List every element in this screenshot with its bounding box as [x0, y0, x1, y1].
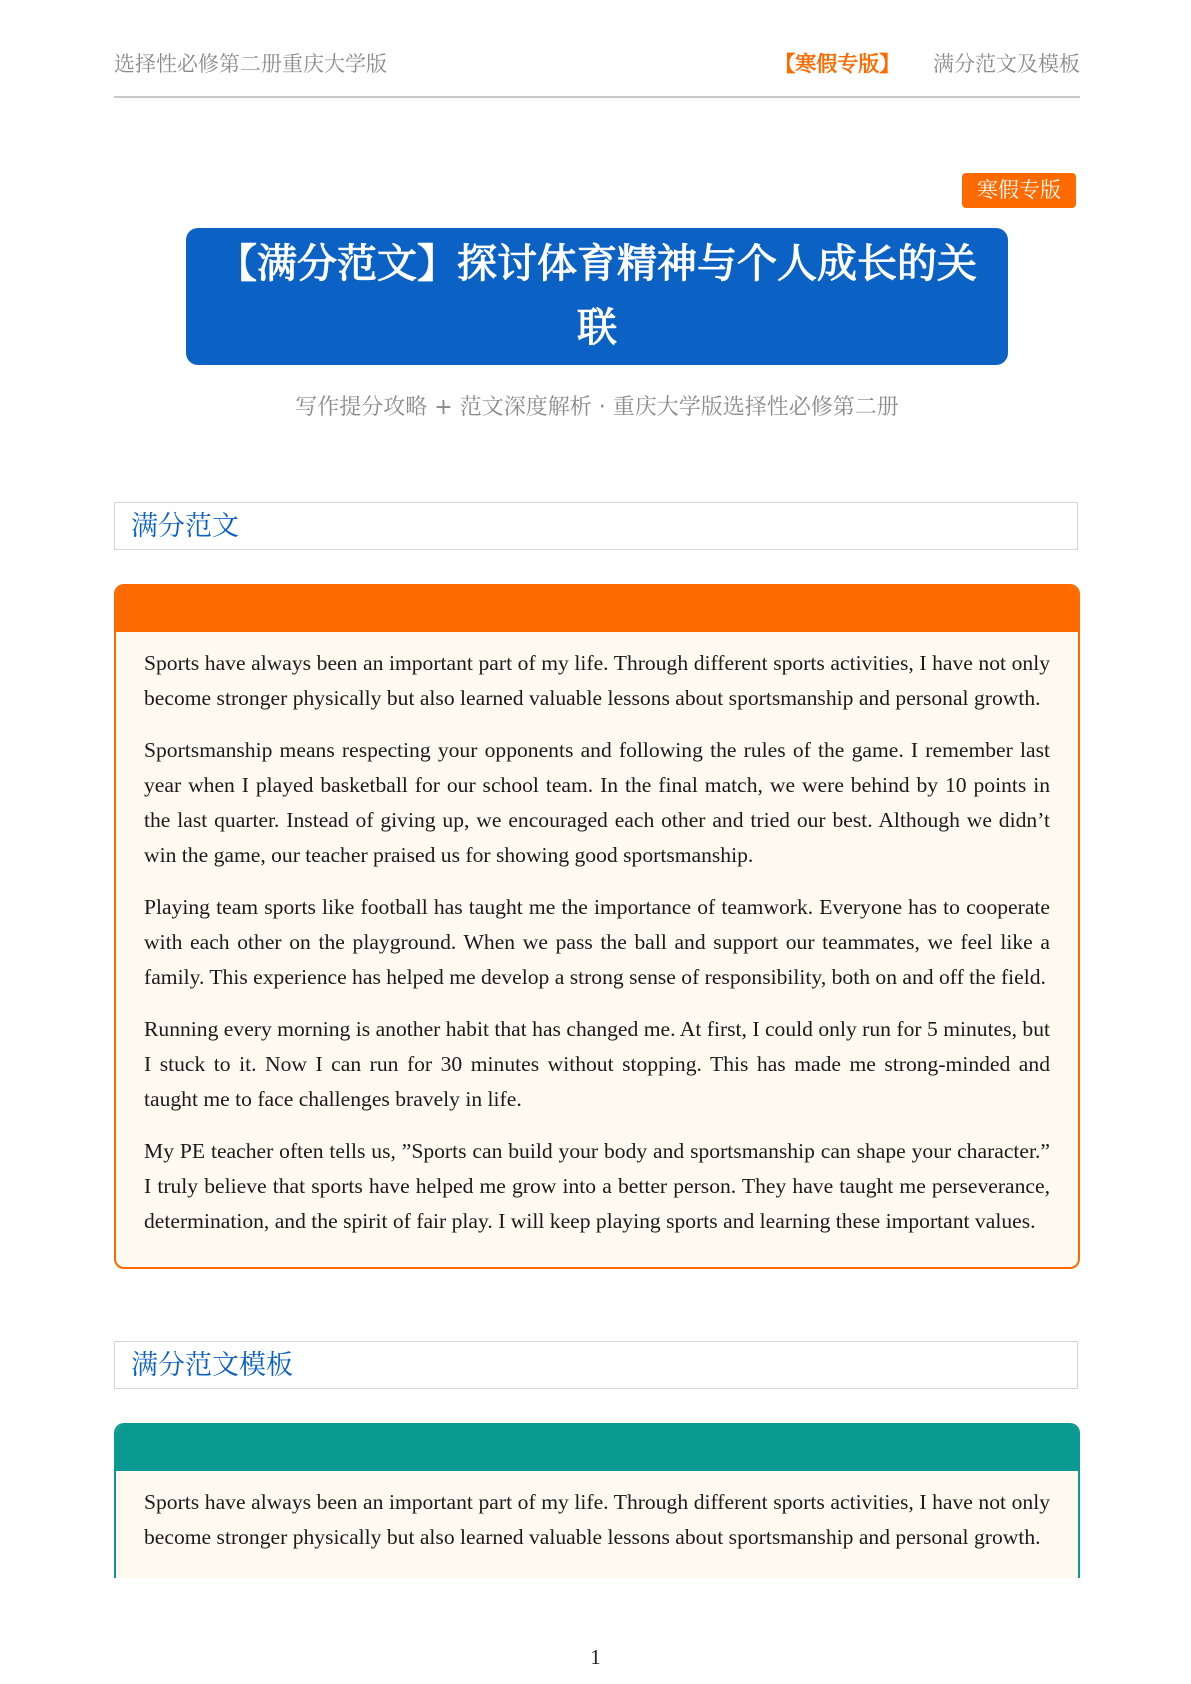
essay-paragraph: Sports have always been an important part of my life. Through different sports activities, I have not only become stronger physically but also learned valuable lessons about sportsmanship and personal growth. [144, 651, 1050, 710]
essay-paragraph: Playing team sports like football has taught me the importance of teamwork. Everyone has to cooperate with each other on the playground. When we pass the ball and support our teammates, we feel like a family. This experience has helped me develop a strong sense of responsibility, both on and off the field. [144, 895, 1050, 989]
essay-paragraph: Running every morning is another habit that has changed me. At first, I could only run for 5 minutes, but I stuck to it. Now I can run for 30 minutes without stopping. This has made me strong-minded and taught me to face challenges bravely in life. [144, 1017, 1050, 1111]
template-paragraph: Sports have always been an important part of my life. Through different sports activities, I have not only become stronger physically but also learned valuable lessons about sportsmanship and personal growth. [144, 1490, 1050, 1549]
header-doc-type: 满分范文及模板 [933, 52, 1080, 76]
section-title-model-essay: 满分范文 [114, 502, 1078, 550]
header-edition-badge: 【寒假专版】 [774, 52, 901, 76]
card-body [116, 1471, 1078, 1555]
card-header-bar [116, 1425, 1078, 1471]
page-header [114, 44, 1080, 98]
page-number: 1 [590, 1645, 601, 1669]
header-book-title: 选择性必修第二册重庆大学版 [114, 52, 387, 76]
edition-badge: 寒假专版 [962, 173, 1076, 208]
essay-paragraph: Sportsmanship means respecting your opponents and following the rules of the game. I remember last year when I played basketball for our school team. In the final match, we were behind by 10 points in the last quarter. Instead of giving up, we encouraged each other and tried our best. Although we didn’t win the game, our teacher praised us for showing good sportsmanship. [144, 738, 1050, 867]
essay-template-card [114, 1423, 1080, 1578]
essay-paragraph: My PE teacher often tells us, ”Sports can build your body and sportsmanship can shape your character.” I truly believe that sports have helped me grow into a better person. They have taught me perseverance, determination, and the spirit of fair play. I will keep playing sports and learning these important values. [144, 1139, 1050, 1233]
card-body [116, 632, 1078, 1239]
page-title: 【满分范文】探讨体育精神与个人成长的关联 [186, 228, 1008, 365]
model-essay-card [114, 584, 1080, 1269]
header-right [774, 48, 1080, 78]
page-subtitle: 写作提分攻略 + 范文深度解析 · 重庆大学版选择性必修第二册 [295, 395, 899, 420]
section-title-essay-template: 满分范文模板 [114, 1341, 1078, 1389]
card-header-bar [116, 586, 1078, 632]
